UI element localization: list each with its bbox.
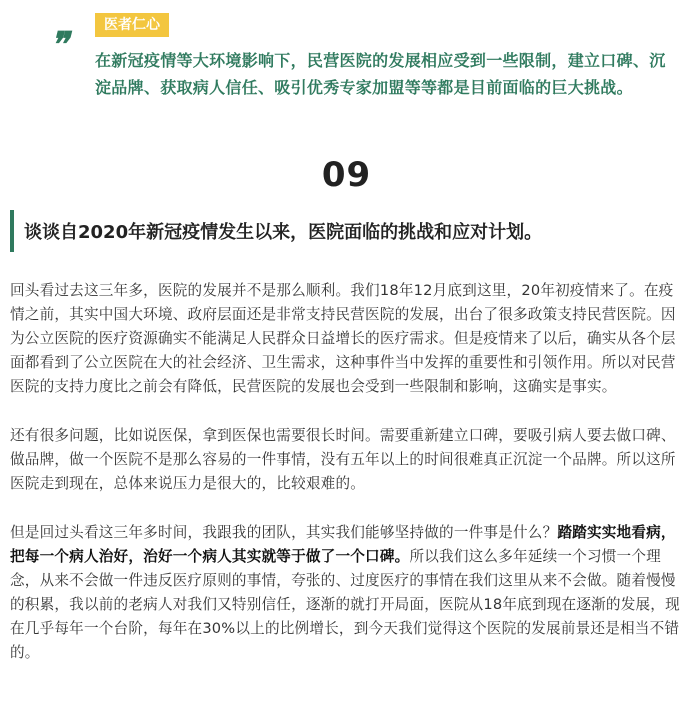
- pull-quote: 在新冠疫情等大环境影响下，民营医院的发展相应受到一些限制，建立口碑、沉淀品牌、获取病人信任、吸引优秀专家加盟等等都是目前面临的巨大挑战。: [95, 51, 666, 97]
- article-body: [10, 279, 686, 665]
- section-number: 09: [321, 155, 372, 195]
- category-tag: 医者仁心: [95, 13, 169, 37]
- paragraph-2: 还有很多问题，比如说医保，拿到医保也需要很长时间。需要重新建立口碑，要吸引病人要去做口碑、做品牌，做一个医院不是那么容易的一件事情，没有五年以上的时间很难真正沉淀一个品牌。所以这所医院走到现在，总体来说压力是很大的，比较艰难的。: [10, 427, 676, 492]
- paragraph-3: [10, 521, 686, 665]
- paragraph-1: 回头看过去这三年多，医院的发展并不是那么顺利。我们18年12月底到这里，20年初疫情来了。在疫情之前，其实中国大环境、政府层面还是非常支持民营医院的发展，出台了很多政策支持民营医院。因为公立医院的医疗资源确实不能满足人民群众日益增长的医疗需求。但是疫情来了以后，确实从各个层面都看到了公立医院在大的社会经济、卫生需求，这种事件当中发挥的重要性和引领作用。所以对民营医院的支持力度比之前会有降低，民营医院的发展也会受到一些限制和影响，这确实是事实。: [10, 282, 676, 395]
- paragraph-3-end: 所以我们这么多年延续一个习惯一个理念，从来不会做一件违反医疗原则的事情，夸张的、过度医疗的事情在我们这里从来不会做。随着慢慢的积累，我以前的老病人对我们又特别信任，逐渐的就打开局面，医院从18年底到现在逐渐的发展，现在几乎每年一个台阶，每年在30%以上的比例增长，到今天我们觉得这个医院的发展前景还是相当不错的。: [10, 548, 680, 661]
- quote-mark-icon: ❞: [50, 25, 69, 65]
- paragraph-3-emphasis: 踏踏实实地看病，把每一个病人治好，治好一个病人其实就等于做了一个口碑。: [10, 524, 676, 565]
- paragraph-3-start: 但是回过头看这三年多时间，我跟我的团队，其实我们能够坚持做的一件事是什么？: [10, 524, 558, 541]
- section-heading-text: 谈谈自2020年新冠疫情发生以来，医院面临的挑战和应对计划。: [24, 222, 543, 243]
- section-heading: [10, 210, 682, 252]
